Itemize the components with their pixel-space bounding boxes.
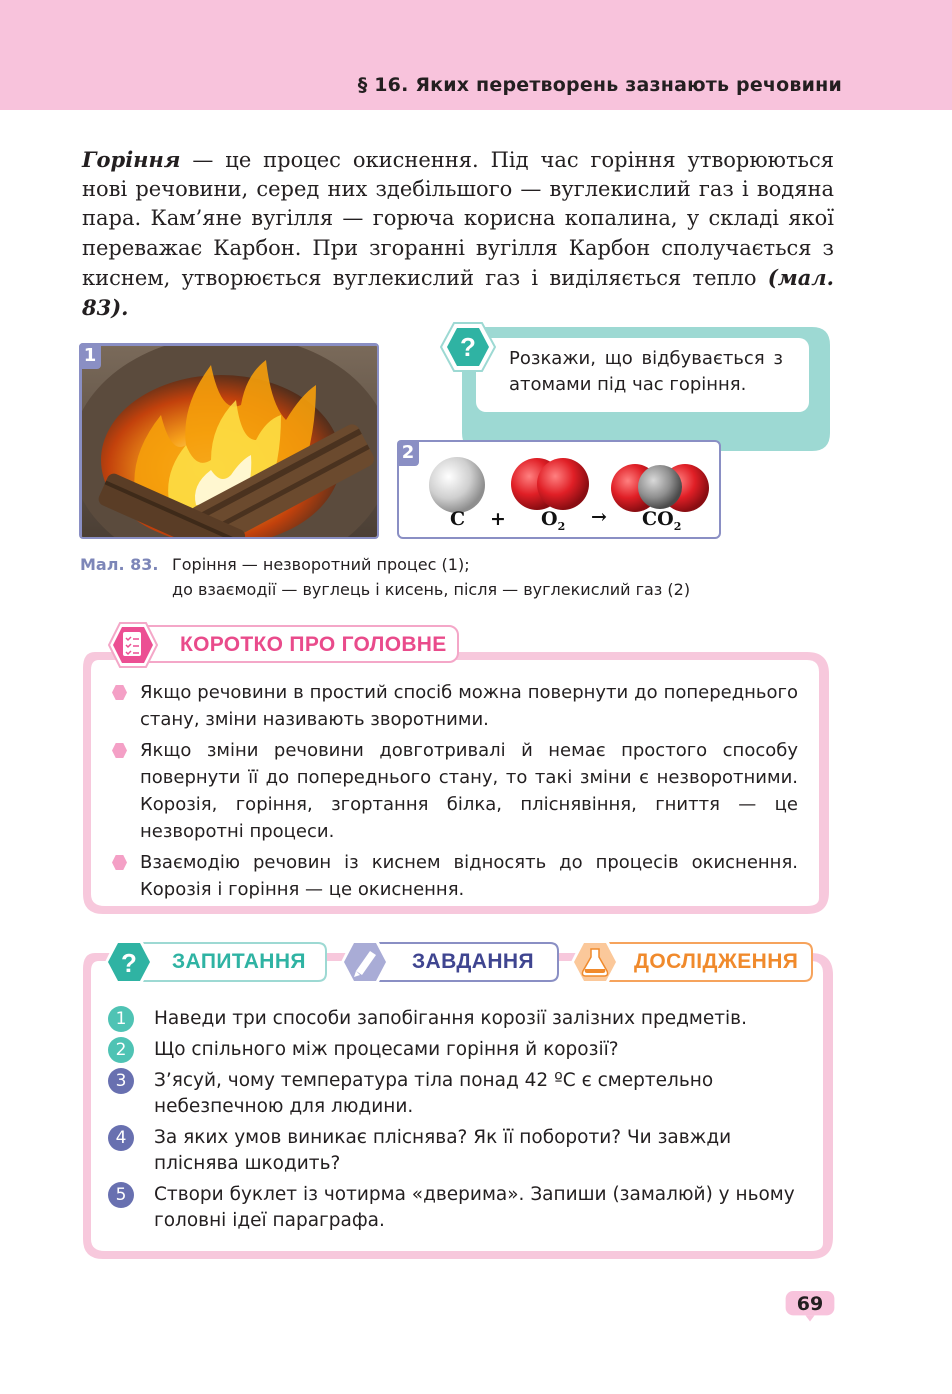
- caption-label: Мал. 83.: [80, 555, 159, 574]
- figure-reference: (мал. 83).: [82, 264, 834, 321]
- task-text: Наведи три способи запобігання корозії залізних предметів.: [154, 1008, 747, 1029]
- svg-text:?: ?: [460, 332, 476, 362]
- caption-line-1: Горіння — незворотний процес (1);: [172, 555, 470, 574]
- eq-co2-subscript: 2: [673, 519, 682, 533]
- task-item: [108, 1037, 808, 1063]
- question-mark-icon: [440, 321, 496, 373]
- task-item: [108, 1068, 808, 1120]
- eq-arrow: →: [591, 506, 607, 528]
- task-item: [108, 1125, 808, 1177]
- summary-item-text: Взаємодію речовин із киснем відносять до процесів окиснення. Корозія і горіння — це окиснення.: [140, 852, 798, 900]
- task-text: Що спільного між процесами горіння й корозії?: [154, 1039, 619, 1060]
- eq-carbon-dioxide: [642, 508, 681, 533]
- summary-title: КОРОТКО ПРО ГОЛОВНЕ: [180, 633, 447, 656]
- carbon-atom: [429, 457, 485, 513]
- task-item: [108, 1182, 808, 1234]
- eq-co2-base: CO: [642, 508, 674, 530]
- oxygen-atom-2: [537, 458, 589, 510]
- task-number-badge: 5: [108, 1182, 134, 1208]
- bonfire-illustration: [81, 345, 379, 539]
- summary-item-text: Якщо зміни речовини довготривалі й немає простого способу повернути її до попереднього стану, то такі зміни є незворотними. Корозія, горіння, згортання білка, пліснявіння, гниття — це незворотні процеси.: [140, 740, 798, 842]
- figure-number-1: 1: [79, 343, 101, 369]
- intro-text: — це процес окиснення. Під час горіння утворюються нові речовини, серед них здебільшого — вуглекислий газ і водяна пара. Кам’яне вугілля — горюча корисна копалина, у складі якої переважає Карбон. При згоранні вугілля Карбон сполучається з киснем, утворюється вуглекислий газ і виділяється тепло: [82, 148, 834, 290]
- task-item: [108, 1006, 808, 1032]
- eq-oxygen-subscript: 2: [557, 519, 566, 533]
- co2-carbon: [638, 465, 682, 509]
- section-title: § 16. Яких перетворень зазнають речовини: [357, 74, 842, 96]
- bonfire-photo: [79, 343, 379, 539]
- checklist-icon: [108, 622, 158, 668]
- question-text: Розкажи, що відбувається з атомами під час горіння.: [509, 348, 783, 395]
- task-number-badge: 2: [108, 1037, 134, 1063]
- tab-tasks-label: ЗАВДАННЯ: [412, 950, 534, 973]
- intro-paragraph: [82, 145, 834, 323]
- bullet-icon: [112, 685, 127, 700]
- eq-carbon: C: [450, 508, 466, 530]
- bullet-icon: [112, 743, 127, 758]
- summary-item: [112, 849, 798, 903]
- svg-text:?: ?: [121, 948, 137, 978]
- eq-oxygen: [541, 508, 565, 533]
- tasks-list: [108, 1006, 808, 1239]
- summary-item: [112, 737, 798, 845]
- task-text: З’ясуй, чому температура тіла понад 42 ºС є смертельно небезпечною для людини.: [154, 1070, 714, 1117]
- summary-item: [112, 679, 798, 733]
- task-text: За яких умов виникає пліснява? Як її побороти? Чи завжди пліснява шкодить?: [154, 1127, 732, 1174]
- summary-item-text: Якщо речовини в простий спосіб можна повернути до попереднього стану, зміни називають зворотними.: [140, 682, 798, 730]
- eq-plus: +: [490, 508, 506, 530]
- task-number-badge: 3: [108, 1068, 134, 1094]
- task-number-badge: 4: [108, 1125, 134, 1151]
- page-number: 69: [796, 1293, 824, 1315]
- figure-number-2: 2: [397, 440, 419, 466]
- bullet-icon: [112, 855, 127, 870]
- term-burning: Горіння: [82, 147, 181, 172]
- task-text: Створи буклет із чотирма «дверима». Запиши (замалюй) у ньому головні ідеї параграфа.: [154, 1184, 795, 1231]
- eq-oxygen-base: O: [541, 508, 558, 530]
- summary-list: [112, 679, 798, 907]
- tab-questions-label: ЗАПИТАННЯ: [172, 950, 306, 973]
- tab-research-label: ДОСЛІДЖЕННЯ: [634, 950, 799, 973]
- caption-line-2: до взаємодії — вуглець і кисень, після — вуглекислий газ (2): [172, 580, 691, 599]
- task-number-badge: 1: [108, 1006, 134, 1032]
